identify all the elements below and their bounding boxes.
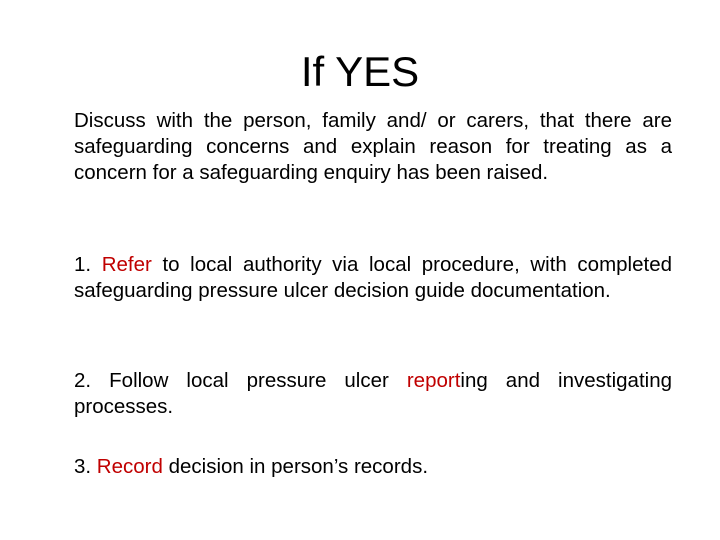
step-1-keyword: Refer: [101, 253, 152, 276]
step-3-number: 3.: [74, 455, 97, 478]
step-1: [74, 252, 672, 304]
step-3-text: decision in person’s records.: [162, 455, 429, 478]
title-text: If YES: [300, 48, 420, 95]
step-1-number: 1.: [74, 253, 102, 276]
slide-title: [0, 44, 720, 100]
step-2-text-after: ing and investigating processes.: [74, 369, 673, 418]
step-1-text: to local authority via local procedure, with completed safeguarding pressure ulcer decision guide documentation.: [74, 253, 673, 302]
step-2-number: 2.: [74, 369, 110, 392]
step-2-text-before: Follow local pressure ulcer: [109, 369, 407, 392]
step-3-keyword: Record: [96, 455, 163, 478]
intro-paragraph: Discuss with the person, family and/ or carers, that there are safeguarding concerns and explain reason for treating as a concern for a safeguarding enquiry has been raised.: [74, 109, 672, 184]
step-2: [74, 368, 672, 420]
step-3: [74, 454, 672, 480]
step-2-keyword: report: [406, 369, 461, 392]
